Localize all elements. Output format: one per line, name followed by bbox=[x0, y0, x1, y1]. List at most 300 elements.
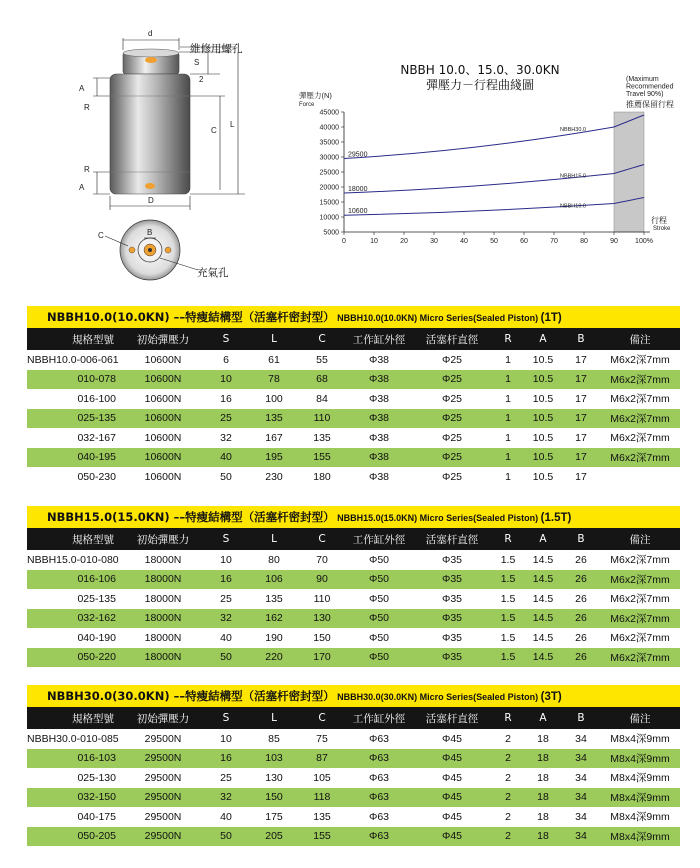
dim-r-bot-label: R bbox=[84, 165, 90, 174]
table-cell: 10 bbox=[220, 732, 232, 745]
table-cell: 50 bbox=[220, 470, 232, 483]
table-cell: Φ25 bbox=[441, 353, 463, 366]
table-title-cn: NBBH30.0(30.0KN) ––特瘦結構型（活塞杆密封型） bbox=[47, 689, 335, 703]
table-cell: Φ25 bbox=[441, 470, 463, 483]
table-cell: 1.5 bbox=[500, 592, 516, 605]
column-header: S bbox=[222, 712, 230, 724]
table-cell: 025-135 bbox=[77, 412, 116, 425]
table-title-3 bbox=[27, 685, 680, 707]
table-cell: 84 bbox=[316, 392, 328, 405]
column-header: A bbox=[539, 712, 547, 724]
table-cell: 1 bbox=[505, 412, 511, 425]
table-row bbox=[27, 628, 680, 648]
table-cell: 18 bbox=[537, 771, 549, 784]
table-cell: 18 bbox=[537, 752, 549, 765]
table-cell: 17 bbox=[575, 373, 587, 386]
table-row bbox=[27, 788, 680, 808]
table-cell: Φ38 bbox=[368, 373, 390, 386]
table-cell: 34 bbox=[575, 810, 587, 823]
y-tick-label: 10000 bbox=[319, 214, 339, 222]
dim-l-label: L bbox=[230, 120, 235, 129]
table-cell: Φ45 bbox=[441, 771, 463, 784]
table-cell: 26 bbox=[575, 573, 587, 586]
column-header: 初始彈壓力 bbox=[136, 533, 190, 546]
column-header: R bbox=[504, 333, 512, 345]
table-cell: 220 bbox=[265, 651, 283, 664]
y-tick-label: 35000 bbox=[319, 139, 339, 147]
table-cell: 16 bbox=[220, 392, 232, 405]
y-tick-label: 15000 bbox=[319, 199, 339, 207]
series-line-nbbh15-0 bbox=[344, 165, 644, 194]
table-cell: Φ50 bbox=[368, 612, 390, 625]
table-cell: 2 bbox=[505, 732, 511, 745]
table-title-cn: NBBH10.0(10.0KN) ––特瘦結構型（活塞杆密封型） bbox=[47, 310, 335, 324]
table-cell: 25 bbox=[220, 412, 232, 425]
table-cell: NBBH10.0-006-061 bbox=[27, 353, 119, 366]
table-cell: Φ50 bbox=[368, 553, 390, 566]
series-start-label: 29500 bbox=[348, 151, 368, 159]
table-cell: Φ45 bbox=[441, 732, 463, 745]
column-header: 工作缸外徑 bbox=[352, 533, 406, 546]
table-cell: 150 bbox=[265, 791, 283, 804]
table-cell: 29500N bbox=[144, 752, 182, 765]
table-cell: 032-150 bbox=[77, 791, 116, 804]
table-cell: M8x4深9mm bbox=[610, 752, 670, 765]
table-cell: M6x2深7mm bbox=[610, 554, 670, 567]
table-cell: 110 bbox=[313, 412, 331, 425]
table-header-row bbox=[27, 528, 680, 550]
table-cell: 10600N bbox=[144, 451, 182, 464]
x-tick-label: 70 bbox=[550, 238, 558, 245]
table-cell: 118 bbox=[313, 791, 331, 804]
bottom-b-label: B bbox=[147, 228, 153, 237]
table-row bbox=[27, 589, 680, 609]
table-cell: 55 bbox=[316, 353, 328, 366]
column-header: 規格型號 bbox=[72, 712, 114, 725]
dim-d-cap-label: D bbox=[148, 196, 154, 205]
table-title-1 bbox=[27, 306, 680, 328]
table-row bbox=[27, 648, 680, 668]
table-cell: 75 bbox=[316, 732, 328, 745]
dim-c-label: C bbox=[211, 126, 217, 135]
cylinder-technical-drawing bbox=[0, 0, 310, 290]
table-title-suffix: (3T) bbox=[540, 691, 562, 703]
table-cell: Φ63 bbox=[368, 830, 390, 843]
y-tick-label: 40000 bbox=[319, 124, 339, 132]
table-cell: Φ38 bbox=[368, 353, 390, 366]
table-cell: M6x2深7mm bbox=[610, 632, 670, 645]
series-name-label: NBBH10.0 bbox=[560, 203, 586, 210]
table-cell: 175 bbox=[265, 810, 283, 823]
table-title-cn: NBBH15.0(15.0KN) ––特瘦結構型（活塞杆密封型） bbox=[47, 510, 335, 524]
spec-table-2 bbox=[27, 528, 680, 667]
table-cell: 17 bbox=[575, 431, 587, 444]
table-cell: 70 bbox=[316, 553, 328, 566]
table-cell: M8x4深9mm bbox=[610, 811, 670, 824]
table-cell: M6x2深7mm bbox=[610, 354, 670, 367]
table-cell: 18 bbox=[537, 810, 549, 823]
chart-subtitle: 彈壓力－行程曲綫圖 bbox=[425, 78, 535, 92]
table-cell: 2 bbox=[505, 791, 511, 804]
table-cell: 016-100 bbox=[77, 392, 116, 405]
table-cell: 10.5 bbox=[532, 353, 554, 366]
table-title-suffix: (1T) bbox=[540, 312, 562, 324]
column-header: S bbox=[222, 533, 230, 545]
y-tick-label: 45000 bbox=[319, 109, 339, 117]
table-cell: M6x2深7mm bbox=[610, 612, 670, 625]
table-cell: Φ45 bbox=[441, 830, 463, 843]
table-cell: 29500N bbox=[144, 830, 182, 843]
table-cell: 10.5 bbox=[532, 470, 554, 483]
table-cell: M6x2深7mm bbox=[610, 412, 670, 425]
x-tick-label: 60 bbox=[520, 238, 528, 245]
table-cell: 150 bbox=[313, 631, 331, 644]
y-tick-label: 30000 bbox=[319, 154, 339, 162]
table-cell: 1 bbox=[505, 353, 511, 366]
table-cell: 40 bbox=[220, 810, 232, 823]
column-header: C bbox=[318, 533, 326, 545]
table-cell: Φ50 bbox=[368, 592, 390, 605]
table-cell: 135 bbox=[265, 412, 283, 425]
table-cell: 135 bbox=[265, 592, 283, 605]
table-cell: M8x4深9mm bbox=[610, 733, 670, 746]
x-tick-label: 80 bbox=[580, 238, 588, 245]
table-cell: Φ25 bbox=[441, 373, 463, 386]
table-cell: 130 bbox=[313, 612, 331, 625]
table-cell: Φ35 bbox=[441, 631, 463, 644]
table-cell: Φ50 bbox=[368, 573, 390, 586]
table-cell: 87 bbox=[316, 752, 328, 765]
dim-r-top-label: R bbox=[84, 103, 90, 112]
table-cell: 100 bbox=[265, 392, 283, 405]
series-name-label: NBBH15.0 bbox=[560, 173, 586, 180]
table-cell: 6 bbox=[223, 353, 229, 366]
table-cell: 10600N bbox=[144, 353, 182, 366]
column-header: 規格型號 bbox=[72, 533, 114, 546]
max-travel-note-line: Recommended bbox=[626, 83, 674, 91]
table-cell: 103 bbox=[265, 752, 283, 765]
y-axis-label: 彈壓力(N) bbox=[299, 91, 332, 100]
table-cell: 155 bbox=[313, 830, 331, 843]
table-cell: 1.5 bbox=[500, 651, 516, 664]
x-tick-label: 90 bbox=[610, 238, 618, 245]
dim-a-bot-label: A bbox=[79, 183, 85, 192]
table-cell: 78 bbox=[268, 373, 280, 386]
table-cell: Φ35 bbox=[441, 553, 463, 566]
table-row bbox=[27, 768, 680, 788]
table-row bbox=[27, 570, 680, 590]
table-cell: 105 bbox=[313, 771, 331, 784]
table-cell: 155 bbox=[313, 451, 331, 464]
y-tick-label: 25000 bbox=[319, 169, 339, 177]
table-cell: 18000N bbox=[144, 612, 182, 625]
table-cell: M6x2深7mm bbox=[610, 573, 670, 586]
table-cell: Φ63 bbox=[368, 732, 390, 745]
table-cell: 1 bbox=[505, 451, 511, 464]
table-cell: 162 bbox=[265, 612, 283, 625]
table-cell: 1 bbox=[505, 470, 511, 483]
charge-port-mark bbox=[145, 183, 155, 189]
x-tick-label: 0 bbox=[342, 238, 346, 245]
table-title-en: NBBH15.0(15.0KN) Micro Series(Sealed Piston) bbox=[334, 513, 541, 523]
table-cell: 17 bbox=[575, 412, 587, 425]
table-cell: Φ63 bbox=[368, 791, 390, 804]
table-cell: 80 bbox=[268, 553, 280, 566]
table-cell: 135 bbox=[313, 810, 331, 823]
table-cell: Φ45 bbox=[441, 791, 463, 804]
column-header: 活塞杆直徑 bbox=[425, 712, 479, 725]
table-row bbox=[27, 370, 680, 390]
table-cell: 032-167 bbox=[77, 431, 116, 444]
table-cell: 26 bbox=[575, 553, 587, 566]
table-cell: Φ50 bbox=[368, 631, 390, 644]
dim-s-label: S bbox=[194, 58, 200, 67]
table-cell: 10 bbox=[220, 373, 232, 386]
table-cell: 18 bbox=[537, 791, 549, 804]
column-header: S bbox=[222, 333, 230, 345]
table-cell: 10.5 bbox=[532, 392, 554, 405]
table-cell: 16 bbox=[220, 752, 232, 765]
column-header: L bbox=[271, 712, 277, 724]
table-row bbox=[27, 749, 680, 769]
table-cell: Φ45 bbox=[441, 810, 463, 823]
table-cell: NBBH30.0-010-085 bbox=[27, 732, 119, 745]
table-cell: 10600N bbox=[144, 431, 182, 444]
column-header: 活塞杆直徑 bbox=[425, 333, 479, 346]
table-cell: 10 bbox=[220, 553, 232, 566]
table-cell: 2 bbox=[505, 771, 511, 784]
table-cell: 90 bbox=[316, 573, 328, 586]
table-cell: 50 bbox=[220, 651, 232, 664]
table-cell: M8x4深9mm bbox=[610, 772, 670, 785]
max-travel-note bbox=[626, 76, 674, 98]
column-header: L bbox=[271, 533, 277, 545]
table-cell: 050-230 bbox=[77, 470, 116, 483]
table-cell: 26 bbox=[575, 651, 587, 664]
series-line-nbbh30-0 bbox=[344, 115, 644, 159]
dim-a-top-label: A bbox=[79, 84, 85, 93]
table-cell: 106 bbox=[265, 573, 283, 586]
column-header: C bbox=[318, 712, 326, 724]
table-cell: 016-103 bbox=[77, 752, 116, 765]
table-cell: 1 bbox=[505, 373, 511, 386]
table-cell: 190 bbox=[265, 631, 283, 644]
table-cell: 14.5 bbox=[532, 553, 554, 566]
max-travel-note-line: Travel 90%) bbox=[626, 91, 664, 98]
table-cell: 1.5 bbox=[500, 631, 516, 644]
x-tick-label: 50 bbox=[490, 238, 498, 245]
table-cell: 32 bbox=[220, 791, 232, 804]
charge-hole-label: 充氣孔 bbox=[197, 267, 229, 279]
table-cell: Φ63 bbox=[368, 810, 390, 823]
x-tick-label: 10 bbox=[370, 238, 378, 245]
table-cell: Φ38 bbox=[368, 412, 390, 425]
table-cell: 14.5 bbox=[532, 631, 554, 644]
table-cell: 18 bbox=[537, 732, 549, 745]
table-cell: 68 bbox=[316, 373, 328, 386]
column-header: A bbox=[539, 333, 547, 345]
table-cell: 17 bbox=[575, 470, 587, 483]
series-line-nbbh10-0 bbox=[344, 198, 644, 216]
table-cell: 040-175 bbox=[77, 810, 116, 823]
table-cell: Φ25 bbox=[441, 392, 463, 405]
table-cell: NBBH15.0-010-080 bbox=[27, 553, 119, 566]
table-row bbox=[27, 807, 680, 827]
table-cell: Φ35 bbox=[441, 651, 463, 664]
spec-table-1 bbox=[27, 328, 680, 487]
table-row bbox=[27, 389, 680, 409]
table-cell: 26 bbox=[575, 592, 587, 605]
table-row bbox=[27, 467, 680, 487]
table-row bbox=[27, 428, 680, 448]
max-travel-note-line: (Maximum bbox=[626, 76, 659, 83]
table-cell: 34 bbox=[575, 771, 587, 784]
table-cell: M8x4深9mm bbox=[610, 791, 670, 804]
table-header-row bbox=[27, 707, 680, 729]
table-cell: 18000N bbox=[144, 592, 182, 605]
series-name-label: NBBH30.0 bbox=[560, 127, 586, 133]
table-cell: M6x2深7mm bbox=[610, 393, 670, 406]
table-cell: 25 bbox=[220, 771, 232, 784]
series-start-label: 18000 bbox=[348, 186, 368, 193]
table-cell: 025-130 bbox=[77, 771, 116, 784]
table-cell: Φ45 bbox=[441, 752, 463, 765]
table-cell: 34 bbox=[575, 830, 587, 843]
table-cell: 17 bbox=[575, 392, 587, 405]
chart-title: NBBH 10.0、15.0、30.0KN bbox=[400, 63, 560, 77]
table-cell: 130 bbox=[265, 771, 283, 784]
column-header: B bbox=[577, 712, 585, 724]
table-cell: 29500N bbox=[144, 732, 182, 745]
series-start-label: 10600 bbox=[348, 208, 368, 216]
table-cell: 34 bbox=[575, 791, 587, 804]
column-header: R bbox=[504, 533, 512, 545]
table-cell: 205 bbox=[265, 830, 283, 843]
table-cell: Φ25 bbox=[441, 412, 463, 425]
dim-d-label: d bbox=[148, 29, 153, 38]
column-header: B bbox=[577, 333, 585, 345]
table-row bbox=[27, 609, 680, 629]
maintenance-hole-label: 維修用螺孔 bbox=[190, 43, 243, 55]
column-header: 工作缸外徑 bbox=[352, 333, 406, 346]
table-cell: 1.5 bbox=[500, 573, 516, 586]
column-header: 活塞杆直徑 bbox=[425, 533, 479, 546]
table-cell: 050-205 bbox=[77, 830, 116, 843]
table-cell: Φ25 bbox=[441, 431, 463, 444]
table-cell: 10600N bbox=[144, 392, 182, 405]
force-stroke-chart bbox=[290, 60, 700, 260]
table-cell: 32 bbox=[220, 612, 232, 625]
table-cell: M6x2深7mm bbox=[610, 432, 670, 445]
table-cell: Φ35 bbox=[441, 592, 463, 605]
table-cell: 61 bbox=[268, 353, 280, 366]
table-cell: Φ25 bbox=[441, 451, 463, 464]
x-tick-label: 40 bbox=[460, 238, 468, 245]
table-cell: 135 bbox=[313, 431, 331, 444]
table-row bbox=[27, 350, 680, 370]
spec-table-3 bbox=[27, 707, 680, 846]
table-cell: 16 bbox=[220, 573, 232, 586]
table-cell: M6x2深7mm bbox=[610, 451, 670, 464]
cylinder-body bbox=[110, 74, 190, 194]
table-cell: 14.5 bbox=[532, 651, 554, 664]
table-cell: 2 bbox=[505, 810, 511, 823]
table-cell: Φ38 bbox=[368, 431, 390, 444]
column-header: 備注 bbox=[629, 333, 651, 346]
table-cell: M6x2深7mm bbox=[610, 593, 670, 606]
y-axis-label-en: Force bbox=[299, 102, 315, 108]
table-row bbox=[27, 729, 680, 749]
max-travel-note-cn: 推薦保留行程 bbox=[626, 100, 674, 109]
table-cell: 34 bbox=[575, 752, 587, 765]
table-cell: 26 bbox=[575, 631, 587, 644]
column-header: 備注 bbox=[629, 712, 651, 725]
table-cell: 040-195 bbox=[77, 451, 116, 464]
table-cell: 10.5 bbox=[532, 431, 554, 444]
column-header: A bbox=[539, 533, 547, 545]
table-cell: Φ35 bbox=[441, 573, 463, 586]
table-cell: Φ63 bbox=[368, 771, 390, 784]
y-tick-label: 5000 bbox=[323, 229, 339, 237]
column-header: R bbox=[504, 712, 512, 724]
table-cell: 195 bbox=[265, 451, 283, 464]
table-cell: 040-190 bbox=[77, 631, 116, 644]
table-cell: 85 bbox=[268, 732, 280, 745]
table-cell: 1 bbox=[505, 392, 511, 405]
table-cell: 050-220 bbox=[77, 651, 116, 664]
column-header: C bbox=[318, 333, 326, 345]
table-cell: 14.5 bbox=[532, 592, 554, 605]
table-cell: 18000N bbox=[144, 631, 182, 644]
table-cell: Φ50 bbox=[368, 651, 390, 664]
table-cell: 2 bbox=[505, 830, 511, 843]
x-tick-label: 100% bbox=[635, 238, 653, 245]
column-header: 初始彈壓力 bbox=[136, 333, 190, 346]
x-tick-label: 30 bbox=[430, 238, 438, 245]
table-cell: Φ35 bbox=[441, 612, 463, 625]
table-cell: 10.5 bbox=[532, 451, 554, 464]
table-cell: 10.5 bbox=[532, 412, 554, 425]
bottom-c-label: C bbox=[98, 231, 104, 240]
column-header: 備注 bbox=[629, 533, 651, 546]
table-title-en: NBBH10.0(10.0KN) Micro Series(Sealed Piston) bbox=[334, 313, 541, 323]
table-cell: 032-162 bbox=[77, 612, 116, 625]
y-tick-label: 20000 bbox=[319, 184, 339, 192]
table-cell: 167 bbox=[265, 431, 283, 444]
table-cell: 18000N bbox=[144, 553, 182, 566]
table-cell: 50 bbox=[220, 830, 232, 843]
table-cell: Φ38 bbox=[368, 451, 390, 464]
table-title-2 bbox=[27, 506, 680, 528]
table-cell: 14.5 bbox=[532, 612, 554, 625]
table-cell: M6x2深7mm bbox=[610, 651, 670, 664]
table-cell: 170 bbox=[313, 651, 331, 664]
table-cell: 10.5 bbox=[532, 373, 554, 386]
table-row bbox=[27, 827, 680, 847]
table-cell: 1 bbox=[505, 431, 511, 444]
table-row bbox=[27, 448, 680, 468]
table-title-suffix: (1.5T) bbox=[540, 512, 572, 524]
column-header: 規格型號 bbox=[72, 333, 114, 346]
table-cell: 34 bbox=[575, 732, 587, 745]
table-cell: 17 bbox=[575, 451, 587, 464]
table-cell: 18 bbox=[537, 830, 549, 843]
table-row bbox=[27, 409, 680, 429]
table-title-en: NBBH30.0(30.0KN) Micro Series(Sealed Piston) bbox=[334, 692, 541, 702]
table-cell: M8x4深9mm bbox=[610, 830, 670, 843]
column-header: 工作缸外徑 bbox=[352, 712, 406, 725]
table-cell: 10600N bbox=[144, 470, 182, 483]
